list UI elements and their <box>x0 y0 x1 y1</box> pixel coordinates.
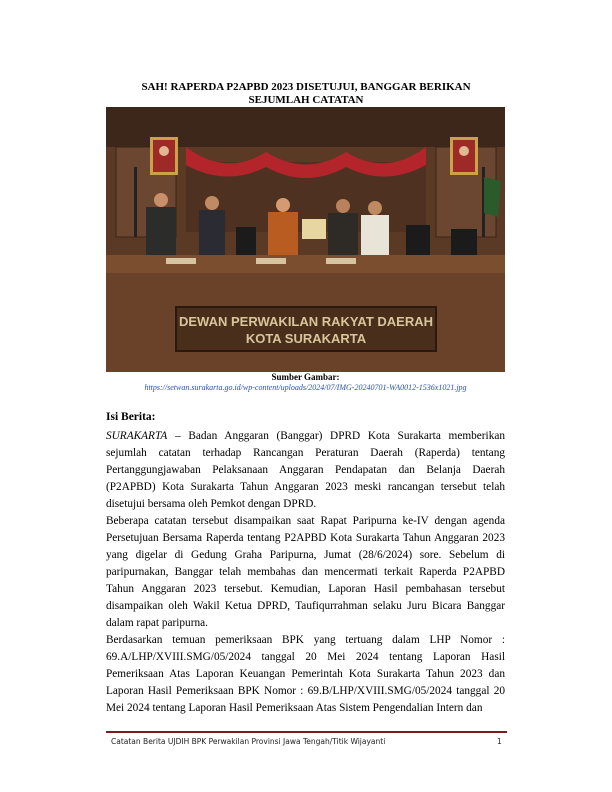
article-photo <box>106 107 505 372</box>
footer-text: Catatan Berita UJDIH BPK Perwakilan Provinsi Jawa Tengah/Titik Wijayanti <box>111 737 386 746</box>
paragraph-2: Beberapa catatan tersebut disampaikan saat Rapat Paripurna ke-IV dengan agenda Persetujuan Bersama Raperda tentang P2APBD Kota Surakarta Tahun Anggaran 2023 yang digelar di Gedung Graha Paripurna, Jumat (28/6/2024) sore. Sebelum di paripurnakan, Banggar telah membahas dan mencermati terkait Raperda P2APBD Tahun Anggaran 2023 tersebut. Kemudian, Laporan Hasil pembahasan tersebut disampaikan oleh Wakil Ketua DPRD, Taufiqurrahman selaku Juru Bicara Banggar dalam rapat paripurna. <box>106 515 505 629</box>
section-label: Isi Berita: <box>106 411 156 423</box>
dateline: SURAKARTA <box>106 430 168 442</box>
sign-line-2: KOTA SURAKARTA <box>245 331 367 346</box>
article-title: SAH! RAPERDA P2APBD 2023 DISETUJUI, BANGGAR BERIKAN SEJUMLAH CATATAN <box>141 81 471 106</box>
article-body <box>106 428 505 717</box>
paragraph-3: Berdasarkan temuan pemeriksaan BPK yang tertuang dalam LHP Nomor : 69.A/LHP/XVIII.SMG/05/2024 tanggal 20 Mei 2024 tentang Laporan Hasil Pemeriksaan Atas Laporan Keuangan Pemerintah Kota Surakarta Tahun 2023 dan Laporan Hasil Pemeriksaan BPK Nomor : 69.B/LHP/XVIII.SMG/05/2024 tanggal 20 Mei 2024 tentang Laporan Hasil Pemeriksaan Atas Sistem Pengendalian Intern dan <box>106 634 505 714</box>
paragraph-1 <box>106 428 505 513</box>
page-number: 1 <box>497 737 502 746</box>
image-caption-label: Sumber Gambar: <box>271 372 340 382</box>
sign-line-1: DEWAN PERWAKILAN RAKYAT DAERAH <box>179 314 433 329</box>
paragraph-1-text: – Badan Anggaran (Banggar) DPRD Kota Surakarta memberikan sejumlah catatan terhadap Rancangan Peraturan Daerah (Raperda) tentang Pertanggungjawaban Pelaksanaan Anggaran Pendapatan dan Belanja Daerah (P2APBD) Kota Surakarta Tahun Anggaran 2023 meski rancangan tersebut telah disetujui bersama oleh Pemkot dengan DPRD. <box>106 430 505 510</box>
footer-divider <box>106 731 507 733</box>
image-source-link[interactable]: https://setwan.surakarta.go.id/wp-content/uploads/2024/07/IMG-20240701-WA0012-1536x1021.jpg <box>144 383 467 392</box>
